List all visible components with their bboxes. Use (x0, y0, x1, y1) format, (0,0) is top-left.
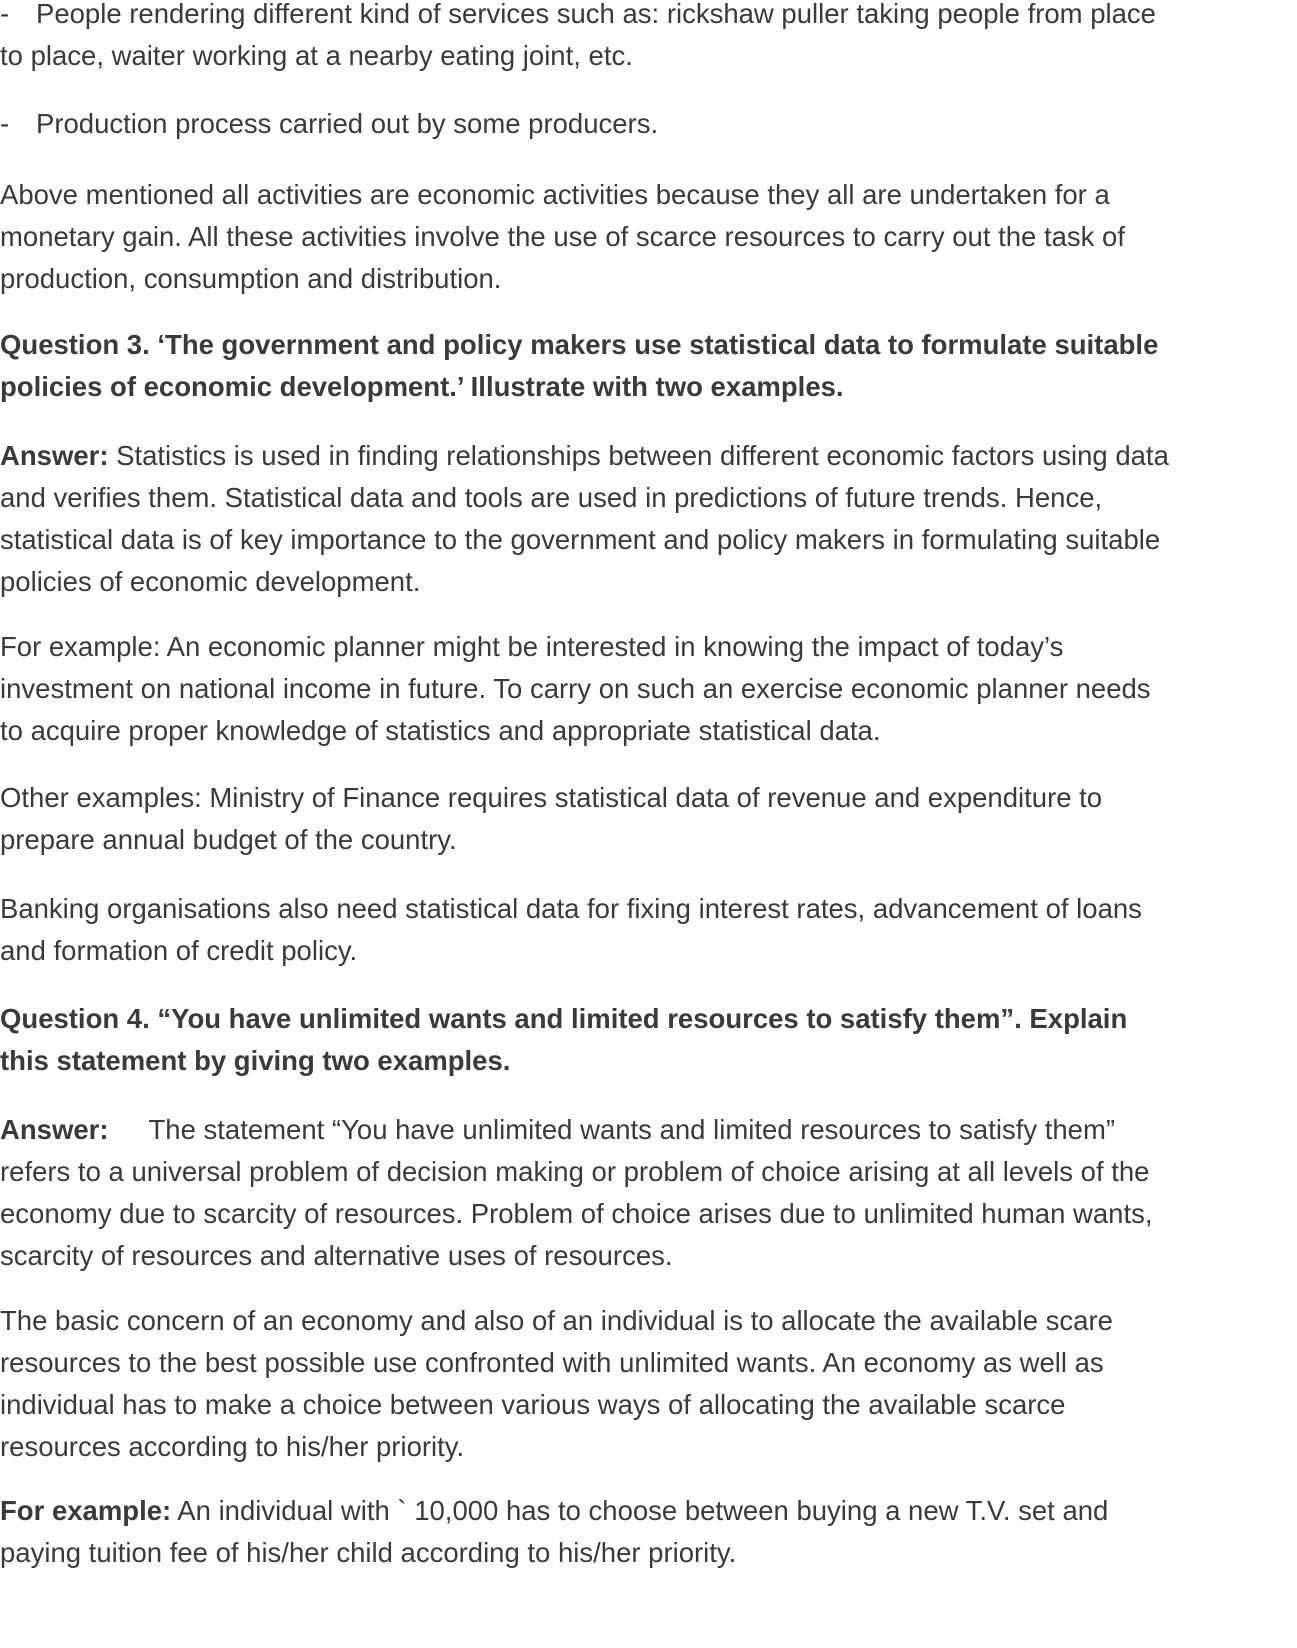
for-example-label: For example: (0, 1495, 172, 1526)
text-line: to place, waiter working at a nearby eating joint, etc. (0, 40, 633, 71)
answer-label: Answer: (0, 440, 109, 471)
paragraph-example-banking (0, 888, 1297, 972)
text-line: individual has to make a choice between various ways of allocating the available scarce (0, 1389, 1066, 1420)
text-line: resources according to his/her priority. (0, 1431, 465, 1462)
text-line: Other examples: Ministry of Finance requires statistical data of revenue and expenditure to (0, 782, 1103, 813)
text-line: resources to the best possible use confronted with unlimited wants. An economy as well as (0, 1347, 1104, 1378)
text-line: Answer: The statement “You have unlimited wants and limited resources to satisfy them” (0, 1114, 1116, 1145)
paragraph-example-planner (0, 626, 1297, 752)
text-line: Banking organisations also need statistical data for fixing interest rates, advancement of loans (0, 893, 1142, 924)
paragraph-example-individual (0, 1490, 1297, 1574)
text-line: investment on national income in future. To carry on such an exercise economic planner needs (0, 673, 1151, 704)
question-3-heading (0, 324, 1297, 408)
text-line: For example: An individual with ` 10,000 has to choose between buying a new T.V. set and (0, 1495, 1109, 1526)
text-line: this statement by giving two examples. (0, 1045, 511, 1076)
bullet-item-services (0, 0, 1297, 77)
paragraph-economic-activities (0, 174, 1297, 300)
text-line: statistical data is of key importance to the government and policy makers in formulating suitable (0, 524, 1161, 555)
paragraph-example-finance (0, 777, 1297, 861)
text-line: - People rendering different kind of services such as: rickshaw puller taking people from place (0, 0, 1297, 35)
text-line: Question 3. ‘The government and policy makers use statistical data to formulate suitable (0, 329, 1159, 360)
text-line: Above mentioned all activities are economic activities because they all are undertaken for a (0, 179, 1110, 210)
text-line: refers to a universal problem of decision making or problem of choice arising at all levels of the (0, 1156, 1150, 1187)
bullet-item-production (0, 103, 1297, 145)
answer-4-paragraph (0, 1109, 1297, 1277)
text-line: monetary gain. All these activities involve the use of scarce resources to carry out the task of (0, 221, 1125, 252)
text-line: and verifies them. Statistical data and tools are used in predictions of future trends. Hence, (0, 482, 1103, 513)
question-4-heading (0, 998, 1297, 1082)
text-line: scarcity of resources and alternative uses of resources. (0, 1240, 673, 1271)
text-line: policies of economic development. (0, 566, 421, 597)
text-line: prepare annual budget of the country. (0, 824, 457, 855)
text-line: Answer: Statistics is used in finding relationships between different economic factors using data (0, 440, 1169, 471)
text-line: - Production process carried out by some producers. (0, 103, 1297, 145)
answer-3-paragraph (0, 435, 1297, 603)
text-line: The basic concern of an economy and also of an individual is to allocate the available scare (0, 1305, 1113, 1336)
text-line: policies of economic development.’ Illustrate with two examples. (0, 371, 844, 402)
text-line: production, consumption and distribution. (0, 263, 502, 294)
bullet-marker: - (0, 0, 10, 29)
text-line: Question 4. “You have unlimited wants and limited resources to satisfy them”. Explain (0, 1003, 1128, 1034)
text-line: economy due to scarcity of resources. Problem of choice arises due to unlimited human wants, (0, 1198, 1153, 1229)
paragraph-basic-concern (0, 1300, 1297, 1468)
text-line: paying tuition fee of his/her child according to his/her priority. (0, 1537, 737, 1568)
text-line: For example: An economic planner might be interested in knowing the impact of today’s (0, 631, 1064, 662)
bullet-marker: - (0, 108, 10, 139)
text-line: and formation of credit policy. (0, 935, 358, 966)
answer-label: Answer: (0, 1114, 109, 1145)
text-line: to acquire proper knowledge of statistics and appropriate statistical data. (0, 715, 881, 746)
